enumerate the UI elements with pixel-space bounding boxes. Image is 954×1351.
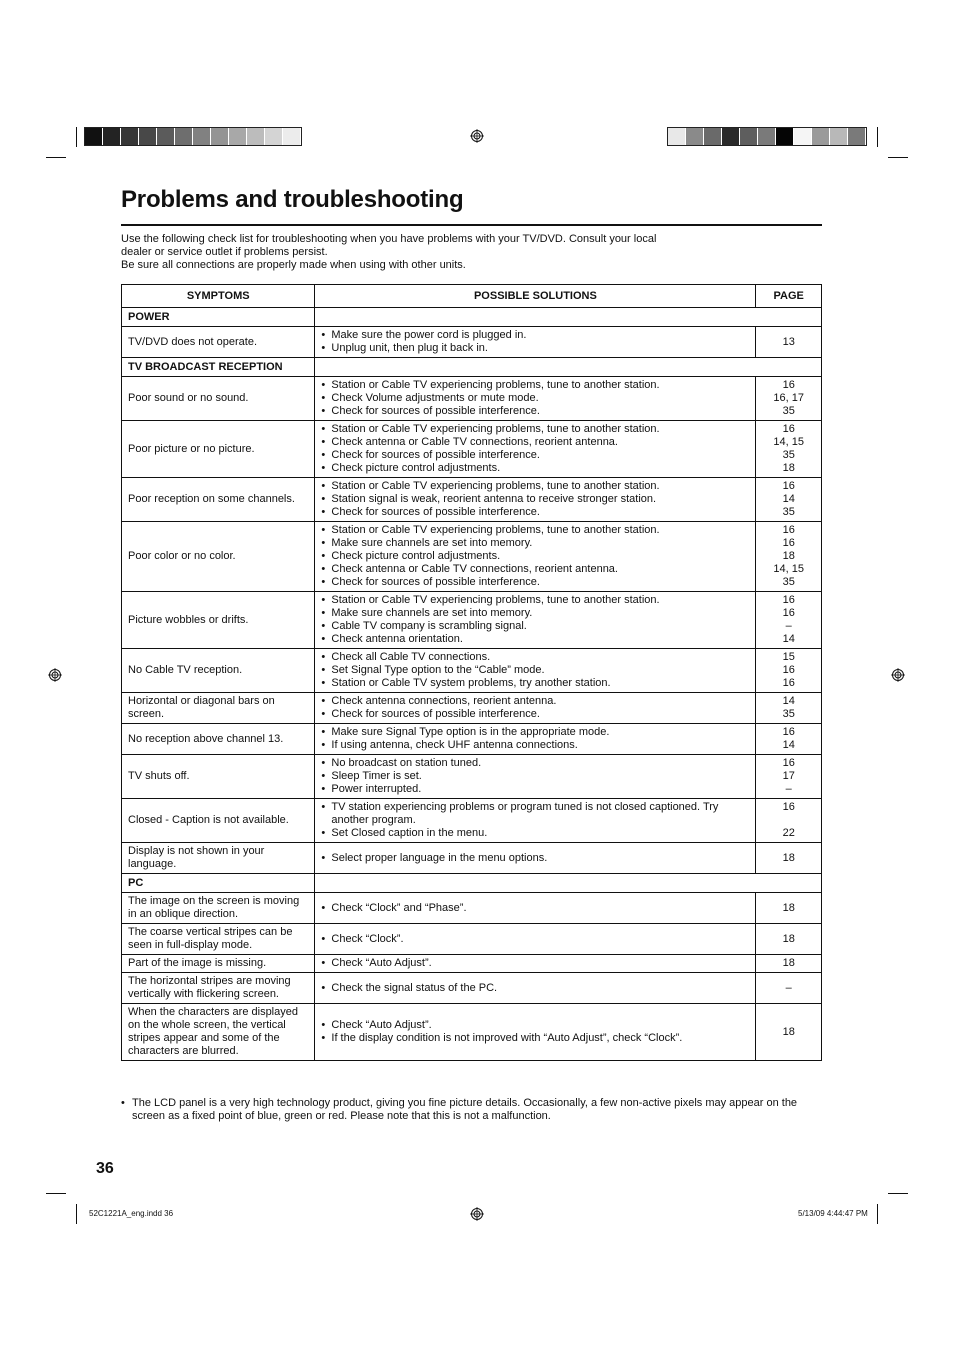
solutions-cell [315, 522, 756, 592]
symptom-cell: No Cable TV reception. [122, 649, 315, 693]
registration-mark-icon [891, 668, 905, 682]
table-row [122, 649, 822, 693]
solution-item: • Set Closed caption in the menu. [319, 827, 751, 840]
solution-item: • Cable TV company is scrambling signal. [319, 620, 751, 633]
solution-item: • Unplug unit, then plug it back in. [319, 342, 751, 355]
page-ref: 16, 17 [773, 392, 804, 404]
solution-item: • Check “Clock”. [319, 933, 751, 946]
color-swatch [157, 128, 175, 145]
solution-item: • Make sure channels are set into memory. [319, 607, 751, 620]
color-swatch [830, 128, 848, 145]
page-ref: 16 [782, 664, 795, 676]
solution-item: • Check for sources of possible interference. [319, 506, 751, 519]
page-cell [756, 693, 822, 724]
symptom-cell: The image on the screen is moving in an oblique direction. [122, 893, 315, 924]
symptom-cell: Closed - Caption is not available. [122, 799, 315, 843]
page-cell [756, 327, 822, 358]
solution-item: • Make sure the power cord is plugged in. [319, 329, 751, 342]
solution-item: • Check Volume adjustments or mute mode. [319, 392, 751, 405]
page-ref [756, 814, 821, 827]
solutions-list [319, 933, 751, 946]
solution-item: • Check antenna connections, reorient antenna. [319, 695, 751, 708]
color-swatch [686, 128, 704, 145]
solution-item: • Check all Cable TV connections. [319, 651, 751, 664]
page-ref: – [785, 620, 792, 632]
table-row [122, 924, 822, 955]
solutions-cell [315, 649, 756, 693]
color-swatch [265, 128, 283, 145]
footer-timestamp: 5/13/09 4:44:47 PM [798, 1209, 868, 1218]
crop-mark [877, 1204, 878, 1224]
table-row [122, 724, 822, 755]
section-row [122, 308, 822, 327]
section-row [122, 358, 822, 377]
page-cell [756, 843, 822, 874]
solution-item: • Check antenna or Cable TV connections, reorient antenna. [319, 436, 751, 449]
table-row [122, 893, 822, 924]
table-row [122, 421, 822, 478]
title-rule [121, 224, 822, 226]
solutions-list [319, 726, 751, 752]
color-swatch [848, 128, 866, 145]
solution-item: • Check “Clock” and “Phase”. [319, 902, 751, 915]
table-row [122, 377, 822, 421]
page-ref: 14 [782, 633, 795, 645]
color-bars-left [84, 127, 302, 146]
page-ref: 15 [782, 651, 795, 663]
page-cell [756, 478, 822, 522]
color-swatch [283, 128, 301, 145]
crop-mark [877, 127, 878, 147]
solution-item: • Make sure channels are set into memory. [319, 537, 751, 550]
solution-item: • Station or Cable TV experiencing problems, tune to another station. [319, 594, 751, 607]
table-header-row [122, 285, 822, 308]
section-row [122, 874, 822, 893]
solutions-cell [315, 377, 756, 421]
color-swatch [193, 128, 211, 145]
page-ref: 35 [782, 576, 795, 588]
crop-mark [76, 1204, 77, 1224]
solutions-cell [315, 973, 756, 1004]
page-ref: 18 [782, 1025, 795, 1038]
color-swatch [722, 128, 740, 145]
color-swatch [668, 128, 686, 145]
solutions-list [319, 1019, 751, 1045]
solutions-list [319, 329, 751, 355]
page-ref: 16 [782, 379, 795, 391]
section-title: PC [122, 874, 315, 893]
header-page: PAGE [756, 285, 822, 308]
solutions-list [319, 852, 751, 865]
page-ref: 16 [782, 607, 795, 619]
troubleshooting-table [121, 284, 822, 1061]
page-ref: 14, 15 [773, 563, 804, 575]
page-cell [756, 955, 822, 973]
page-ref: – [785, 981, 792, 994]
page-cell [756, 522, 822, 592]
solution-item: • Check picture control adjustments. [319, 462, 751, 475]
solution-item: • Set Signal Type option to the “Cable” mode. [319, 664, 751, 677]
section-title: POWER [122, 308, 315, 327]
page-cell [756, 724, 822, 755]
solution-item: • Check the signal status of the PC. [319, 982, 751, 995]
solutions-list [319, 524, 751, 589]
page-ref: 17 [782, 770, 795, 782]
color-swatch [794, 128, 812, 145]
symptom-cell: The horizontal stripes are moving vertically with flickering screen. [122, 973, 315, 1004]
page-ref: 16 [782, 677, 795, 689]
page-ref: 14 [782, 739, 795, 751]
page-ref: 35 [782, 708, 795, 720]
solution-item: • TV station experiencing problems or program tuned is not closed captioned. Try another program. [319, 801, 751, 827]
table-row [122, 1004, 822, 1061]
solution-item: • Station or Cable TV experiencing problems, tune to another station. [319, 379, 751, 392]
page-cell [756, 421, 822, 478]
solutions-list [319, 594, 751, 646]
solution-item: • Check for sources of possible interference. [319, 708, 751, 721]
solution-item: • Check for sources of possible interference. [319, 405, 751, 418]
solution-item: • Select proper language in the menu options. [319, 852, 751, 865]
page-ref: 18 [782, 901, 795, 914]
footnote-text: The LCD panel is a very high technology product, giving you fine picture details. Occasionally, a few non-active pixels may appear on the screen as a fixed point of blue, green or red. Please note that this is not a malfunction. [132, 1097, 798, 1122]
color-swatch [103, 128, 121, 145]
solutions-list [319, 757, 751, 796]
table-row [122, 973, 822, 1004]
page-number: 36 [96, 1160, 114, 1177]
solutions-list [319, 902, 751, 915]
footer-file: 52C1221A_eng.indd 36 [89, 1209, 174, 1218]
color-swatch [175, 128, 193, 145]
page-ref: 16 [782, 594, 795, 606]
page-ref: 13 [782, 335, 795, 348]
solutions-list [319, 480, 751, 519]
page-ref: 18 [782, 462, 795, 474]
table-row [122, 327, 822, 358]
symptom-cell: TV/DVD does not operate. [122, 327, 315, 358]
solutions-list [319, 423, 751, 475]
solution-item: • If using antenna, check UHF antenna connections. [319, 739, 751, 752]
page-ref: 16 [782, 801, 795, 813]
table-row [122, 799, 822, 843]
page-ref: 18 [782, 851, 795, 864]
header-symptoms: SYMPTOMS [122, 285, 315, 308]
solution-item: • Check antenna or Cable TV connections, reorient antenna. [319, 563, 751, 576]
solutions-cell [315, 1004, 756, 1061]
page-ref: 18 [782, 957, 795, 969]
color-swatch [247, 128, 265, 145]
solutions-cell [315, 955, 756, 973]
solutions-cell [315, 693, 756, 724]
solutions-cell [315, 724, 756, 755]
color-swatch [776, 128, 794, 145]
page-ref: 14 [782, 695, 795, 707]
symptom-cell: Poor sound or no sound. [122, 377, 315, 421]
symptom-cell: Poor color or no color. [122, 522, 315, 592]
page-ref: 22 [782, 827, 795, 839]
page-cell [756, 1004, 822, 1061]
page-ref: – [785, 783, 792, 795]
solution-item: • Check antenna orientation. [319, 633, 751, 646]
page-cell [756, 649, 822, 693]
color-swatch [229, 128, 247, 145]
table-row [122, 522, 822, 592]
symptom-cell: Display is not shown in your language. [122, 843, 315, 874]
page-ref: 16 [782, 423, 795, 435]
solutions-list [319, 982, 751, 995]
solution-item: • Station signal is weak, reorient antenna to receive stronger station. [319, 493, 751, 506]
symptom-cell: TV shuts off. [122, 755, 315, 799]
page-cell [756, 799, 822, 843]
solution-item: • Check “Auto Adjust”. [319, 957, 751, 970]
header-solutions: POSSIBLE SOLUTIONS [315, 285, 756, 308]
section-spacer [315, 874, 822, 893]
registration-mark-icon [48, 668, 62, 682]
section-spacer [315, 358, 822, 377]
solution-item: • Station or Cable TV system problems, try another station. [319, 677, 751, 690]
solutions-list [319, 695, 751, 721]
page-ref: 16 [782, 757, 795, 769]
color-swatch [758, 128, 776, 145]
solutions-cell [315, 924, 756, 955]
page-cell [756, 377, 822, 421]
page-ref: 18 [782, 550, 795, 562]
solution-item: • Power interrupted. [319, 783, 751, 796]
crop-mark [46, 1193, 66, 1194]
symptom-cell: Poor reception on some channels. [122, 478, 315, 522]
solution-item: • Station or Cable TV experiencing problems, tune to another station. [319, 423, 751, 436]
solution-item: • If the display condition is not improved with “Auto Adjust”, check “Clock”. [319, 1032, 751, 1045]
page-cell [756, 924, 822, 955]
intro-text [121, 233, 721, 272]
solution-item: • Check for sources of possible interference. [319, 449, 751, 462]
solution-item: • Sleep Timer is set. [319, 770, 751, 783]
solution-item: • Station or Cable TV experiencing problems, tune to another station. [319, 480, 751, 493]
intro-line: Use the following check list for troubleshooting when you have problems with your TV/DVD. Consult your local [121, 233, 657, 245]
registration-mark-icon [470, 129, 484, 143]
solutions-cell [315, 592, 756, 649]
symptom-cell: Picture wobbles or drifts. [122, 592, 315, 649]
table-row [122, 955, 822, 973]
crop-mark [46, 157, 66, 158]
page-ref: 14, 15 [773, 436, 804, 448]
solution-item: • Check picture control adjustments. [319, 550, 751, 563]
page-ref: 35 [782, 405, 795, 417]
solutions-cell [315, 755, 756, 799]
page-ref: 18 [782, 932, 795, 945]
solution-item: • No broadcast on station tuned. [319, 757, 751, 770]
table-row [122, 478, 822, 522]
symptom-cell: Part of the image is missing. [122, 955, 315, 973]
page-ref: 16 [782, 480, 795, 492]
page-cell [756, 893, 822, 924]
page-ref: 16 [782, 524, 795, 536]
color-swatch [812, 128, 830, 145]
solution-item: • Station or Cable TV experiencing problems, tune to another station. [319, 524, 751, 537]
color-swatch [85, 128, 103, 145]
solutions-cell [315, 843, 756, 874]
color-swatch [211, 128, 229, 145]
page-cell [756, 592, 822, 649]
table-row [122, 755, 822, 799]
color-swatch [139, 128, 157, 145]
crop-mark [888, 1193, 908, 1194]
solutions-cell [315, 478, 756, 522]
solutions-list [319, 651, 751, 690]
crop-mark [888, 157, 908, 158]
symptom-cell: Poor picture or no picture. [122, 421, 315, 478]
color-swatch [740, 128, 758, 145]
page-ref: 14 [782, 493, 795, 505]
page-cell [756, 973, 822, 1004]
table-row [122, 592, 822, 649]
crop-mark [76, 127, 77, 147]
bullet-icon: • [121, 1097, 125, 1109]
table-row [122, 843, 822, 874]
color-swatch [121, 128, 139, 145]
symptom-cell: No reception above channel 13. [122, 724, 315, 755]
solutions-list [319, 957, 751, 970]
solution-item: • Check for sources of possible interference. [319, 576, 751, 589]
solutions-list [319, 801, 751, 840]
section-spacer [315, 308, 822, 327]
symptom-cell: Horizontal or diagonal bars on screen. [122, 693, 315, 724]
solutions-cell [315, 893, 756, 924]
table-row [122, 693, 822, 724]
solutions-list [319, 379, 751, 418]
page-title: Problems and troubleshooting [121, 186, 464, 213]
page-ref: 35 [782, 449, 795, 461]
solution-item: • Make sure Signal Type option is in the appropriate mode. [319, 726, 751, 739]
color-bars-right [667, 127, 867, 146]
registration-mark-icon [470, 1207, 484, 1221]
color-swatch [704, 128, 722, 145]
solutions-cell [315, 327, 756, 358]
page-ref: 35 [782, 506, 795, 518]
symptom-cell: The coarse vertical stripes can be seen in full-display mode. [122, 924, 315, 955]
footnote [121, 1097, 821, 1123]
solutions-cell [315, 421, 756, 478]
symptom-cell: When the characters are displayed on the whole screen, the vertical stripes appear and some of the characters are blurred. [122, 1004, 315, 1061]
solution-item: • Check “Auto Adjust”. [319, 1019, 751, 1032]
section-title: TV BROADCAST RECEPTION [122, 358, 315, 377]
page-cell [756, 755, 822, 799]
intro-line: dealer or service outlet if problems persist. [121, 246, 328, 258]
page-ref: 16 [782, 537, 795, 549]
solutions-cell [315, 799, 756, 843]
intro-line: Be sure all connections are properly made when using with other units. [121, 259, 466, 271]
page-ref: 16 [782, 726, 795, 738]
